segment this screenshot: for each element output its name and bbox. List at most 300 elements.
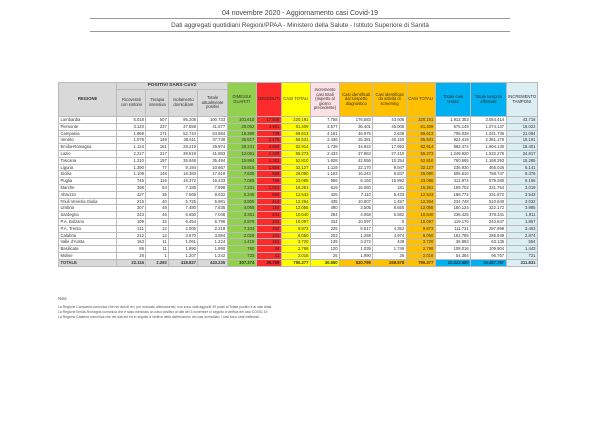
table-cell: 55.273	[281, 150, 310, 157]
table-cell: 2.433	[310, 150, 339, 157]
table-cell: 1.390	[117, 164, 146, 171]
table-cell: 1.912.353	[435, 117, 470, 124]
table-cell: 284	[310, 212, 339, 219]
col-header-casi-testati: Totale casi testati	[435, 83, 470, 117]
table-cell: 1.738	[310, 144, 339, 151]
table-cell: 1.153	[310, 171, 339, 178]
region-name: Toscana	[59, 157, 117, 164]
table-cell: 2.381.176	[471, 137, 506, 144]
total-label: TOTALE	[59, 259, 117, 266]
table-cell: 287.998	[471, 225, 506, 232]
region-name: Piemonte	[59, 123, 117, 130]
table-cell: 745	[117, 178, 146, 185]
table-cell: 9.873	[406, 225, 435, 232]
table-cell: 43.608	[373, 117, 406, 124]
title-divider	[90, 18, 510, 19]
table-cell: 9.194	[169, 164, 198, 171]
region-name: Sardegna	[59, 212, 117, 219]
table-cell: 225	[310, 225, 339, 232]
table-cell: 1.457	[373, 198, 406, 205]
col-header-dimessi: DIMESSI/ GUARITI	[227, 83, 256, 117]
table-cell: 21.084	[506, 130, 537, 137]
table-cell: 6.050	[406, 232, 435, 239]
table-cell: 1.443	[506, 246, 537, 253]
table-cell: 3.463	[506, 225, 537, 232]
table-cell: 507	[146, 117, 169, 124]
table-cell: 220.191	[406, 117, 435, 124]
table-cell: 32	[146, 218, 169, 225]
table-cell: 739	[256, 130, 281, 137]
table-cell: 55.273	[406, 150, 435, 157]
table-cell: 16.080	[340, 184, 373, 191]
table-cell: 6.050	[281, 232, 310, 239]
table-cell: 1.119	[310, 164, 339, 171]
table-cell: 36	[146, 191, 169, 198]
table-row	[59, 198, 538, 205]
table-cell: 19.815	[227, 164, 256, 171]
table-cell: 16.261	[406, 184, 435, 191]
region-name: Friuli Venezia Giulia	[59, 198, 117, 205]
table-cell: 17.618	[198, 171, 227, 178]
table-cell: 15.372	[169, 178, 198, 185]
table-cell: 675.149	[435, 123, 470, 130]
table-cell: 35.948	[169, 157, 198, 164]
region-name: Veneto	[59, 137, 117, 144]
table-cell: 54	[146, 184, 169, 191]
table-cell: 12	[146, 225, 169, 232]
table-cell: 96.757	[471, 252, 506, 259]
table-cell: 35.494	[198, 157, 227, 164]
table-cell: 199.702	[435, 184, 470, 191]
table-cell: 121	[256, 232, 281, 239]
table-cell: 7.835	[198, 205, 227, 212]
region-name: P.A. Bolzano	[59, 218, 117, 225]
table-row	[59, 239, 538, 246]
table-cell: 322	[256, 218, 281, 225]
table-cell: 34.817	[506, 150, 537, 157]
table-cell: 5.433	[373, 191, 406, 198]
table-cell: 418.827	[169, 259, 198, 266]
table-cell: 26	[373, 252, 406, 259]
table-cell: 39.519	[169, 150, 198, 157]
table-cell: 25.381	[340, 137, 373, 144]
table-cell: 16.243	[340, 171, 373, 178]
table-row	[59, 191, 538, 198]
page-title: 04 novembre 2020 - Aggiornamento casi Covid-19	[221, 10, 379, 17]
region-name: Basilicata	[59, 246, 117, 253]
table-cell: 7.085	[227, 178, 256, 185]
page-subtitle: Dati aggregati quotidiani Regioni/PPAA - Ministero della Salute - Istituto Superiore di Sanità	[171, 22, 429, 29]
table-cell: 12.264	[281, 198, 310, 205]
table-cell: 32.127	[281, 164, 310, 171]
table-cell: 2.217	[117, 150, 146, 157]
table-cell: 81.409	[281, 123, 310, 130]
table-cell: 334	[310, 218, 339, 225]
table-cell: 20.052	[227, 123, 256, 130]
table-cell: 32.127	[406, 164, 435, 171]
table-cell: 23.085	[281, 178, 310, 185]
table-cell: 37.738	[198, 137, 227, 144]
col-header-casi-totali: CASI TOTALI	[281, 83, 310, 117]
table-cell: 4.058	[340, 212, 373, 219]
table-cell: 41	[256, 252, 281, 259]
table-cell: 42.556	[340, 157, 373, 164]
table-cell: 15.285	[506, 157, 537, 164]
table-cell: 10.022.680	[435, 259, 470, 266]
table-cell: 18.383	[169, 171, 198, 178]
table-cell: 52.744	[169, 130, 198, 137]
table-cell: 35.517	[227, 137, 256, 144]
table-cell: 161	[146, 144, 169, 151]
note-line: La Regione Emilia-Romagna comunica che è stato eliminato un caso positivo ai dati del 3 novembre in seguito a verifica dei casi COVID-19.	[58, 310, 269, 314]
table-cell: 7.110	[340, 191, 373, 198]
table-cell: 52.810	[281, 157, 310, 164]
table-cell: 171	[146, 130, 169, 137]
table-cell: 378.341	[471, 212, 506, 219]
table-cell: 37.859	[169, 123, 198, 130]
table-row	[59, 178, 538, 185]
table-cell: 148	[146, 171, 169, 178]
table-cell: 62.914	[406, 144, 435, 151]
col-header-casi-totali-2: CASI TOTALI	[406, 83, 435, 117]
table-row	[59, 246, 538, 253]
table-cell: 217	[146, 150, 169, 157]
table-cell: 6.193	[340, 178, 373, 185]
table-cell: 12	[146, 232, 169, 239]
table-cell: 3.351	[227, 212, 256, 219]
table-cell: 29.974	[198, 144, 227, 151]
table-cell: 3.670	[169, 232, 198, 239]
table-cell: 10.254	[373, 157, 406, 164]
table-cell: 12.543	[281, 191, 310, 198]
table-cell: 331.872	[471, 191, 506, 198]
table-cell: 414	[256, 198, 281, 205]
table-cell: 16.233	[198, 178, 227, 185]
table-cell: 2.436	[310, 137, 339, 144]
table-cell: 25	[310, 252, 339, 259]
table-cell: 153	[117, 239, 146, 246]
table-cell: 15.994	[227, 157, 256, 164]
table-body	[59, 117, 538, 267]
table-cell: 1.249.920	[435, 150, 470, 157]
table-cell: 22.116	[117, 259, 146, 266]
table-cell: 721	[506, 252, 537, 259]
table-cell: 924.419	[435, 137, 470, 144]
table-cell: 81.409	[406, 123, 435, 130]
table-cell: 1.258	[340, 232, 373, 239]
table-cell: 139	[310, 239, 339, 246]
table-cell: 236.930	[435, 164, 470, 171]
table-cell: 12.543	[406, 191, 435, 198]
table-cell: 285.949	[471, 232, 506, 239]
table-cell: 203	[310, 232, 339, 239]
table-cell: 109	[117, 218, 146, 225]
table-cell: 3.577	[310, 123, 339, 130]
table-cell: 331.754	[471, 184, 506, 191]
table-cell: 181	[256, 239, 281, 246]
col-header-incremento-casi: Incremento casi totali (rispetto al giorno precedente)	[310, 83, 339, 117]
table-cell: 62.914	[281, 144, 310, 151]
table-cell: 3.894	[198, 232, 227, 239]
table-cell: 154	[256, 205, 281, 212]
table-cell: 10.097	[340, 218, 373, 225]
table-cell: 3.272	[340, 239, 373, 246]
table-cell: 215	[117, 198, 146, 205]
table-cell: 149	[146, 137, 169, 144]
col-header-terapia-intensiva: Terapia intensiva	[146, 90, 169, 117]
table-cell: 119.176	[435, 218, 470, 225]
col-header-screening: Casi identificati da attività di screening	[373, 83, 406, 117]
table-row	[59, 252, 538, 259]
table-cell: 1.207	[169, 252, 198, 259]
table-cell: 1.309	[256, 150, 281, 157]
table-cell: 427	[117, 191, 146, 198]
table-cell: 182.785	[435, 232, 470, 239]
table-cell: 1.124	[117, 144, 146, 151]
table-cell: 101.610	[227, 117, 256, 124]
table-row	[59, 184, 538, 191]
table-cell: 52.810	[406, 157, 435, 164]
table-cell: 1.928	[310, 157, 339, 164]
table-cell: 505.610	[435, 171, 470, 178]
table-cell: 6.582	[373, 212, 406, 219]
table-cell: 39.759	[256, 259, 281, 266]
table-cell: 6.796	[198, 218, 227, 225]
table-cell: 45.008	[373, 123, 406, 130]
table-cell: 10.097	[406, 218, 435, 225]
table-cell: 760	[227, 246, 256, 253]
table-cell: 448	[373, 239, 406, 246]
table-cell: 111.731	[435, 225, 470, 232]
table-cell: 1.749	[373, 246, 406, 253]
table-cell: 1.911	[506, 212, 537, 219]
table-cell: 4.481	[256, 123, 281, 130]
table-cell: 490	[310, 205, 339, 212]
table-cell: 1.310	[117, 157, 146, 164]
table-cell: 322.172	[471, 205, 506, 212]
table-cell: 22.170	[340, 164, 373, 171]
table-cell: 220.191	[281, 117, 310, 124]
col-header-deceduti: DECEDUTI	[256, 83, 281, 117]
table-cell: 758.747	[471, 171, 506, 178]
table-cell: 12.055	[406, 205, 435, 212]
table-cell: 23.085	[406, 178, 435, 185]
table-cell: 1.078	[117, 137, 146, 144]
table-cell: 10.667	[198, 164, 227, 171]
table-row	[59, 123, 538, 130]
table-cell: 790.377	[406, 259, 435, 266]
table-cell: 10.640	[281, 212, 310, 219]
table-cell: 733	[227, 252, 256, 259]
table-cell: 12.081	[227, 150, 256, 157]
table-cell: 234.748	[435, 198, 470, 205]
region-name: Calabria	[59, 232, 117, 239]
table-cell: 435	[310, 198, 339, 205]
table-row	[59, 232, 538, 239]
table-row	[59, 171, 538, 178]
table-cell: 3.505	[340, 205, 373, 212]
table-cell: 7.758	[310, 117, 339, 124]
table-cell: 27.410	[373, 150, 406, 157]
table-cell: 6.141	[506, 164, 537, 171]
table-cell: 1.032	[256, 184, 281, 191]
table-cell: 1.604.130	[471, 144, 506, 151]
table-cell: 9.376	[506, 171, 537, 178]
table-cell: 465.026	[471, 164, 506, 171]
table-cell: 619	[310, 184, 339, 191]
region-name: Campania	[59, 130, 117, 137]
table-cell: 18.401	[506, 144, 537, 151]
table-cell: 1.031.736	[471, 130, 506, 137]
table-cell: 41.577	[198, 123, 227, 130]
table-cell: 8.032	[198, 191, 227, 198]
table-cell: 9.947	[373, 164, 406, 171]
table-cell: 77	[146, 164, 169, 171]
table-cell: 5.517	[340, 225, 373, 232]
table-cell: 5.981	[198, 198, 227, 205]
table-cell: 36.883	[435, 239, 470, 246]
table-cell: 3.032	[506, 198, 537, 205]
col-header-regione: REGIONE	[59, 83, 117, 117]
table-cell: 44.922	[340, 144, 373, 151]
table-cell: 2.788	[281, 246, 310, 253]
table-cell: 510.640	[471, 198, 506, 205]
col-header-tamponi: Totale tamponi effettuati	[471, 83, 506, 117]
table-cell: 15.892	[373, 178, 406, 185]
table-cell: 4.974	[373, 232, 406, 239]
region-name: Valle d'Aosta	[59, 239, 117, 246]
table-cell: 243	[117, 212, 146, 219]
table-cell: 3.805	[227, 198, 256, 205]
table-cell: 5.725	[169, 198, 198, 205]
table-cell: 269.578	[373, 259, 406, 266]
col-header-sospetto-diagnostico: Casi identificati dal sospetto diagnostico	[340, 83, 373, 117]
table-cell: 15.191	[506, 137, 537, 144]
table-cell: 5.345	[227, 191, 256, 198]
table-cell: 443.235	[198, 259, 227, 266]
table-cell: 28	[117, 252, 146, 259]
table-cell: 7.480	[169, 205, 198, 212]
table-cell: 307	[117, 205, 146, 212]
table-cell: 1.061	[169, 239, 198, 246]
table-cell: 26.080	[406, 171, 435, 178]
region-name: Umbria	[59, 205, 117, 212]
table-cell: 10.097	[281, 218, 310, 225]
table-cell: 10.807	[340, 198, 373, 205]
table-row	[59, 205, 538, 212]
table-cell: 956	[310, 178, 339, 185]
table-cell: 2.016	[406, 252, 435, 259]
table-cell: 120	[310, 246, 339, 253]
table-cell: 16.261	[281, 184, 310, 191]
region-name: Marche	[59, 184, 117, 191]
region-name: Lombardia	[59, 117, 117, 124]
covid-data-table	[58, 82, 538, 267]
table-row	[59, 144, 538, 151]
table-cell: 197	[146, 157, 169, 164]
table-cell: 181	[373, 184, 406, 191]
table-cell: 7.605	[227, 171, 256, 178]
table-cell: 3.120	[117, 123, 146, 130]
table-cell: 65.531	[281, 137, 310, 144]
table-cell: 46.975	[340, 130, 373, 137]
table-cell: 11	[146, 239, 169, 246]
table-cell: 3.084.414	[471, 117, 506, 124]
table-cell: 2.478	[256, 137, 281, 144]
table-cell: 1.857	[506, 218, 537, 225]
table-cell: 1.654	[256, 164, 281, 171]
table-cell: 26.080	[281, 171, 310, 178]
table-cell: 1	[146, 252, 169, 259]
table-cell: 108.016	[435, 246, 470, 253]
table-cell: 17.848	[256, 117, 281, 124]
region-name: P.A. Trento	[59, 225, 117, 232]
region-name: Sicilia	[59, 171, 117, 178]
table-cell: 1.532.276	[471, 150, 506, 157]
table-cell: 2.638	[373, 130, 406, 137]
table-cell: 28.219	[169, 144, 198, 151]
table-cell: 63.135	[471, 239, 506, 246]
table-row	[59, 225, 538, 232]
table-cell: 2.874	[506, 232, 537, 239]
table-cell: 1.990	[198, 246, 227, 253]
table-cell: 790.377	[281, 259, 310, 266]
table-cell: 7.231	[227, 184, 256, 191]
notes-title: Note	[58, 296, 67, 301]
table-cell: 211.831	[506, 259, 537, 266]
table-cell: 89	[117, 246, 146, 253]
table-cell: 4.699	[256, 144, 281, 151]
table-row	[59, 130, 538, 137]
subtitle-divider	[90, 31, 510, 32]
table-row	[59, 157, 538, 164]
region-name: Abruzzo	[59, 191, 117, 198]
table-cell: 8.550	[373, 205, 406, 212]
table-cell: 2.026	[227, 232, 256, 239]
table-cell: 6.156	[506, 178, 537, 185]
table-cell: 69.613	[281, 130, 310, 137]
col-header-isolamento: Isolamento domiciliare	[169, 90, 198, 117]
table-cell: 566	[256, 191, 281, 198]
table-cell: 765	[256, 178, 281, 185]
table-cell: 425	[310, 191, 339, 198]
table-cell: 116	[146, 178, 169, 185]
table-cell: 3.019	[506, 184, 537, 191]
table-cell: 398	[117, 184, 146, 191]
table-row	[59, 164, 538, 171]
col-header-incremento-tamponi: INCREMENTO TAMPONI	[506, 83, 537, 117]
table-cell: 95.208	[169, 117, 198, 124]
table-cell: 27.863	[340, 150, 373, 157]
table-cell: 3.985	[506, 205, 537, 212]
table-cell: 3.720	[281, 239, 310, 246]
table-cell: 6.650	[169, 212, 198, 219]
table-cell: 65.531	[406, 137, 435, 144]
col-header-ricoverati: Ricoverati con sintomi	[117, 90, 146, 117]
table-cell: 3.720	[406, 239, 435, 246]
table-row	[59, 117, 538, 124]
table-cell: 109.904	[471, 246, 506, 253]
table-cell: 16.022	[506, 123, 537, 130]
table-cell: 2.218	[198, 225, 227, 232]
table-cell: 2.292	[146, 259, 169, 266]
table-cell: 1.168.293	[471, 157, 506, 164]
table-row	[59, 212, 538, 219]
table-cell: 1.074.137	[471, 123, 506, 130]
table-cell: 412.874	[435, 178, 470, 185]
table-cell: 2.788	[406, 246, 435, 253]
table-cell: 237	[146, 123, 169, 130]
